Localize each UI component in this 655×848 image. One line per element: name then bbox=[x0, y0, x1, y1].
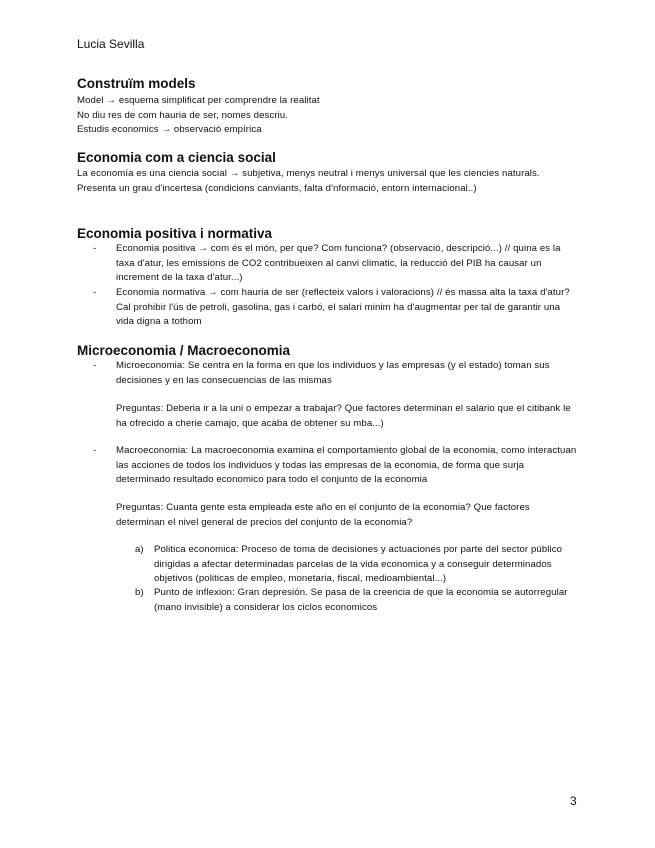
author-name: Lucia Sevilla bbox=[77, 37, 145, 51]
macro-questions: Preguntas: Cuanta gente esta empleada este año en el conjunto de la economia? Que factores determinan el nivel general de precios del conjunto de la economia? bbox=[116, 502, 530, 528]
micro-questions: Preguntas: Deberia ir a la uni o empezar a trabajar? Que factores determinan el salario que el citibank le ha ofrecido a cherie camajo, que acaba de obtener su mba...) bbox=[116, 403, 571, 429]
bullet-text: Macroeconomia: La macroeconomia examina el comportamiento global de la economia, como interactuan las acciones de todos los individuos y todas las empresas de la economia, de forma que surja determinado resultado economico para todo el conjunto de la economia bbox=[116, 445, 577, 485]
bullet-marker: - bbox=[93, 360, 97, 371]
bullet-marker: - bbox=[93, 243, 97, 254]
section-heading-micro-macro: Microeconomia / Macroeconomia bbox=[77, 343, 291, 358]
sub-item-text: Punto de inflexion: Gran depresión. Se pasa de la creencia de que la economia se autorregular (mano invisible) a considerar los ciclos economicos bbox=[154, 587, 568, 613]
section-heading-construim-models: Construïm models bbox=[77, 76, 196, 91]
bullet-text: Microeconomia: Se centra en la forma en que los individuos y las empresas (y el estado) toman sus decisiones y en las consecuencias de las mismas bbox=[116, 360, 550, 386]
section-heading-economia-ciencia-social: Economia com a ciencia social bbox=[77, 150, 276, 165]
section-heading-economia-positiva-normativa: Economia positiva i normativa bbox=[77, 226, 273, 241]
page-number: 3 bbox=[570, 794, 577, 808]
text-line: No diu res de com hauria de ser, nomes descriu. bbox=[77, 109, 289, 121]
sub-item-marker: a) bbox=[135, 544, 144, 555]
sub-item-marker: b) bbox=[135, 587, 144, 598]
section-body-construim-models bbox=[77, 94, 577, 138]
sub-item-text: Politica economica: Proceso de toma de decisiones y actuaciones por parte del sector público dirigidas a afectar determinadas parcelas de la vida economica y a conseguir determinados objetivos (politicas de empleo, monetaria, fiscal, medioambiental...) bbox=[154, 544, 563, 584]
bullet-marker: - bbox=[93, 287, 97, 298]
bullet-marker: - bbox=[93, 445, 97, 456]
text-line: Presenta un grau d'incertesa (condicions canviants, falta d'nformació, entorn internacional..) bbox=[77, 182, 477, 194]
text-line: Estudis economics → observació empírica bbox=[77, 124, 262, 135]
text-line: Model → esquema simplificat per comprendre la realitat bbox=[77, 95, 320, 106]
text-line: La economía es una ciencia social → subjetiva, menys neutral i menys universal que les ciencies naturals. bbox=[77, 168, 540, 179]
bullet-text: Economia positiva → com és el món, per que? Com funciona? (observació, descripció...) // quina es la taxa d'atur, les emissions de CO2 contribueixen al canvi climatic, la reducció del PIB ha causar un increment de la taxa d'atur...) bbox=[116, 243, 561, 283]
bullet-text: Economia normativa → com hauria de ser (reflecteix valors i valoracions) // és massa alta la taxa d'atur? Cal prohibir l'ús de petroli, gasolina, gas i carbó, el salari minim ha d'augmentar per tal de garantir una vida digna a tothom bbox=[116, 287, 570, 327]
section-body-economia-ciencia-social bbox=[77, 167, 557, 196]
